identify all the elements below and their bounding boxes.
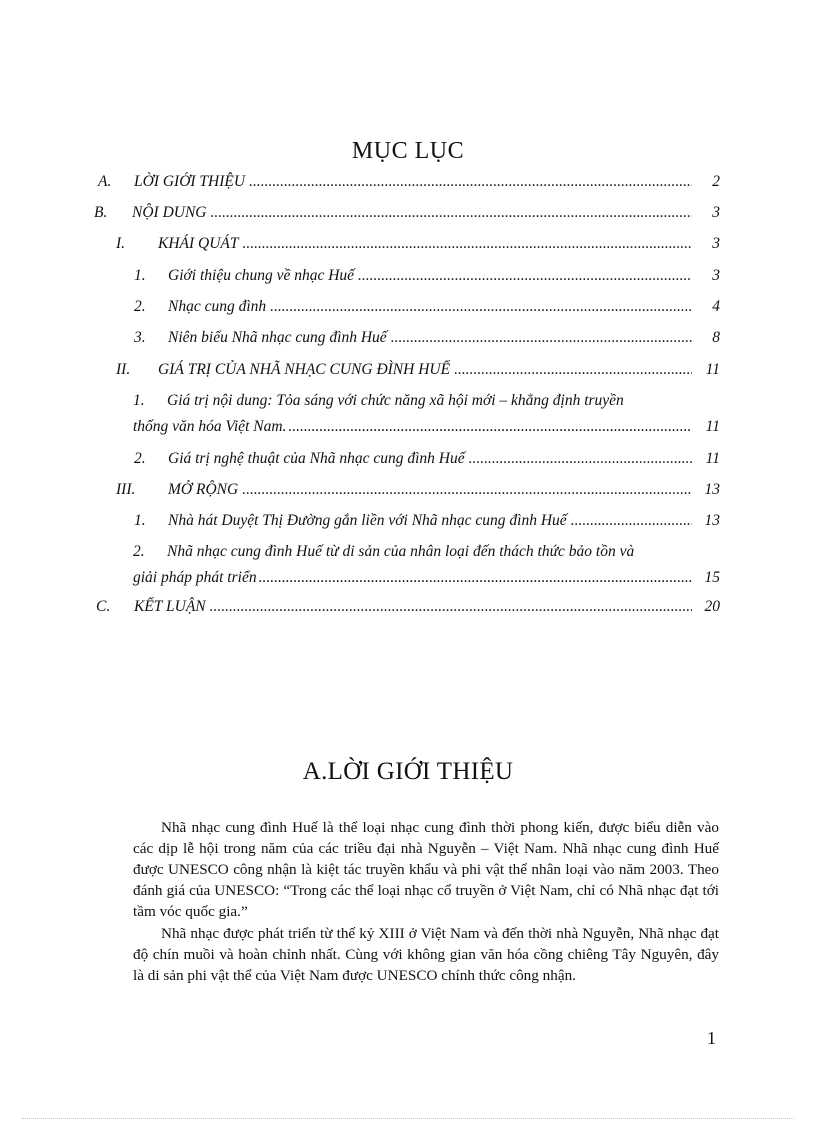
toc-leader-dots [358,267,692,285]
section-title: A.LỜI GIỚI THIỆU [302,758,514,785]
toc-entry-page: 13 [704,512,720,529]
toc-entry-number: C. [96,598,111,615]
toc-leader-dots [270,298,692,316]
toc-entry-number: 2. [133,543,145,560]
toc-entry-text: KẾT LUẬN [134,598,206,615]
intro-paragraph-1 [133,817,719,922]
toc-leader-dots [210,598,692,616]
toc-entry-page: 3 [712,204,720,221]
toc-entry-iii-1[interactable] [134,512,720,530]
toc-entry-iii-2[interactable] [133,543,720,587]
toc-entry-text: Nhã nhạc cung đình Huế từ di sản của nhân loại đến thách thức bảo tồn và [167,543,635,560]
toc-entry-page: 11 [705,361,720,378]
toc-entry-text: Nhà hát Duyệt Thị Đường gắn liền với Nhã nhạc cung đình Huế [168,512,567,529]
toc-leader-dots [391,329,692,347]
toc-entry-number: 2. [134,298,146,315]
toc-entry-a[interactable] [98,173,720,191]
toc-entry-i[interactable] [116,235,720,253]
toc-entry-number: B. [94,204,108,221]
paragraph-text: Nhã nhạc được phát triển từ thế kỷ XIII ở Việt Nam và đến thời nhà Nguyễn, Nhã nhạc đạt độ chín muồi và hoàn chỉnh nhất. Cùng với không gian văn hóa cồng chiêng Tây Nguyên, đây là di sản phi vật thể của Việt Nam được UNESCO chính thức công nhận. [133,925,719,984]
paragraph-text: Nhã nhạc cung đình Huế là thể loại nhạc cung đình thời phong kiến, được biểu diễn vào các dịp lễ hội trong năm của các triều đại nhà Nguyễn – Việt Nam. Nhã nhạc cung đình Huế được UNESCO công nhận là kiệt tác truyền khẩu và phi vật thể nhân loại vào năm 2003. Theo đánh giá của UNESCO: “Trong các thể loại nhạc cổ truyền ở Việt Nam, chỉ có Nhã nhạc đạt tới tầm vóc quốc gia.” [133,819,719,920]
toc-entry-ii-2[interactable] [134,450,720,468]
toc-entry-text: Giá trị nghệ thuật của Nhã nhạc cung đình Huế [168,450,465,467]
toc-leader-dots [242,481,692,499]
intro-paragraph-2 [133,923,719,986]
toc-entry-text: LỜI GIỚI THIỆU [134,173,246,190]
toc-entry-number: A. [98,173,112,190]
toc-entry-c[interactable] [96,598,720,616]
toc-entry-iii[interactable] [116,481,720,499]
toc-leader-dots [469,450,692,468]
toc-entry-text: Giá trị nội dung: Tỏa sáng với chức năng xã hội mới – khẳng định truyền [167,392,624,409]
toc-entry-page: 13 [704,481,720,498]
toc-entry-page: 3 [712,267,720,284]
toc-entry-b[interactable] [94,204,720,222]
toc-entry-text: Niên biểu Nhã nhạc cung đình Huế [168,329,387,346]
toc-entry-text: KHÁI QUÁT [158,235,239,252]
toc-entry-page: 4 [712,298,720,315]
page-number: 1 [707,1028,716,1048]
toc-entry-ii[interactable] [116,361,720,379]
toc-entry-number: 1. [133,392,145,409]
toc-entry-i-3[interactable] [134,329,720,347]
toc-entry-text: MỞ RỘNG [168,481,239,498]
toc-leader-dots [211,204,693,222]
toc-entry-i-2[interactable] [134,298,720,316]
toc-entry-text-continued: giải pháp phát triển [133,569,257,586]
toc-leader-dots [288,418,692,436]
toc-entry-ii-1[interactable] [133,392,720,436]
toc-entry-number: 1. [134,267,146,284]
toc-leader-dots [571,512,692,530]
toc-entry-page: 2 [712,173,720,190]
toc-entry-page: 8 [712,329,720,346]
toc-entry-number: 2. [134,450,146,467]
toc-leader-dots [249,173,692,191]
toc-entry-text: Nhạc cung đình [168,298,267,315]
toc-leader-dots [454,361,692,379]
toc-entry-i-1[interactable] [134,267,720,285]
toc-entry-text: Giới thiệu chung về nhạc Huế [168,267,355,284]
toc-entry-number: I. [116,235,126,252]
toc-entry-page: 15 [704,569,720,586]
toc-entry-text: GIÁ TRỊ CỦA NHÃ NHẠC CUNG ĐÌNH HUẾ [158,361,451,378]
toc-entry-text: NỘI DUNG [132,204,207,221]
toc-entry-page: 20 [704,598,720,615]
toc-entry-number: II. [116,361,131,378]
toc-title: MỤC LỤC [351,138,465,164]
toc-entry-number: 3. [134,329,146,346]
toc-entry-page: 11 [705,418,720,435]
toc-entry-page: 3 [712,235,720,252]
toc-entry-text-continued: thống văn hóa Việt Nam. [133,418,287,435]
toc-leader-dots [259,569,692,587]
toc-leader-dots [243,235,692,253]
toc-entry-number: III. [116,481,136,498]
toc-entry-number: 1. [134,512,146,529]
page-bottom-divider [22,1118,794,1119]
toc-entry-page: 11 [705,450,720,467]
